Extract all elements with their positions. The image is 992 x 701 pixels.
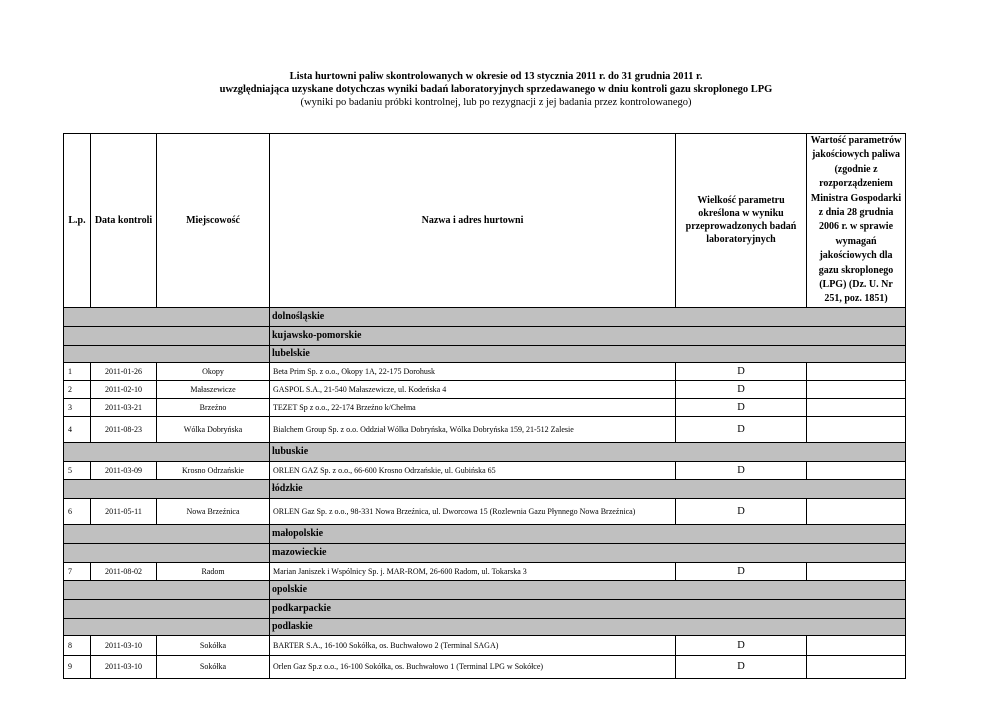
region-label: opolskie [270, 580, 906, 599]
header-result: Wielkość parametru określona w wyniku przeprowadzonych badań laboratoryjnych [676, 134, 807, 308]
region-label: podkarpackie [270, 599, 906, 618]
region-row [64, 599, 906, 618]
cell-norm [807, 461, 906, 479]
cell-result: D [676, 416, 807, 442]
table-row [64, 635, 906, 655]
cell-city: Nowa Brzeźnica [157, 498, 270, 524]
cell-name: Orlen Gaz Sp.z o.o., 16-100 Sokółka, os. Buchwałowo 1 (Terminal LPG w Sokółce) [270, 655, 676, 678]
cell-city: Sokółka [157, 655, 270, 678]
cell-lp: 9 [64, 655, 91, 678]
cell-city: Brzeźno [157, 398, 270, 416]
region-label: kujawsko-pomorskie [270, 326, 906, 345]
header-date: Data kontroli [91, 134, 157, 308]
cell-date: 2011-03-09 [91, 461, 157, 479]
cell-city: Sokółka [157, 635, 270, 655]
header-city: Miejscowość [157, 134, 270, 308]
cell-lp: 1 [64, 362, 91, 380]
cell-norm [807, 655, 906, 678]
cell-name: TEZET Sp z o.o., 22-174 Brzeźno k/Chełma [270, 398, 676, 416]
cell-result: D [676, 398, 807, 416]
table-row [64, 398, 906, 416]
cell-result: D [676, 362, 807, 380]
document-title: Lista hurtowni paliw skontrolowanych w okresie od 13 stycznia 2011 r. do 31 grudnia 2011 r. [289, 71, 703, 82]
cell-city: Krosno Odrzańskie [157, 461, 270, 479]
cell-norm [807, 380, 906, 398]
inspection-table [63, 133, 906, 679]
cell-date: 2011-08-23 [91, 416, 157, 442]
table-row [64, 655, 906, 678]
header-name: Nazwa i adres hurtowni [270, 134, 676, 308]
region-row [64, 442, 906, 461]
cell-city: Wólka Dobryńska [157, 416, 270, 442]
cell-result: D [676, 635, 807, 655]
cell-date: 2011-05-11 [91, 498, 157, 524]
region-row [64, 345, 906, 362]
cell-lp: 3 [64, 398, 91, 416]
cell-result: D [676, 461, 807, 479]
region-label: łódzkie [270, 479, 906, 498]
cell-lp: 6 [64, 498, 91, 524]
cell-result: D [676, 562, 807, 580]
cell-date: 2011-01-26 [91, 362, 157, 380]
cell-norm [807, 416, 906, 442]
cell-result: D [676, 655, 807, 678]
cell-name: Marian Janiszek i Wspólnicy Sp. j. MAR-ROM, 26-600 Radom, ul. Tokarska 3 [270, 562, 676, 580]
region-label: lubelskie [270, 345, 906, 362]
region-row [64, 524, 906, 543]
cell-name: ORLEN GAZ Sp. z o.o., 66-600 Krosno Odrzańskie, ul. Gubińska 65 [270, 461, 676, 479]
region-label: podlaskie [270, 618, 906, 635]
header-lp: L.p. [64, 134, 91, 308]
table-row [64, 362, 906, 380]
region-label: małopolskie [270, 524, 906, 543]
region-row [64, 543, 906, 562]
region-row [64, 618, 906, 635]
cell-date: 2011-03-21 [91, 398, 157, 416]
cell-norm [807, 398, 906, 416]
cell-date: 2011-03-10 [91, 655, 157, 678]
table-row [64, 416, 906, 442]
region-label: dolnośląskie [270, 307, 906, 326]
cell-name: BARTER S.A., 16-100 Sokółka, os. Buchwałowo 2 (Terminal SAGA) [270, 635, 676, 655]
region-row [64, 479, 906, 498]
table-row [64, 380, 906, 398]
header-norm: Wartość parametrów jakościowych paliwa (zgodnie z rozporządzeniem Ministra Gospodarki z dnia 28 grudnia 2006 r. w sprawie wymagań jakościowych dla gazu skroplonego (LPG) (Dz. U. Nr 251, poz. 1851) [807, 134, 906, 308]
cell-result: D [676, 498, 807, 524]
region-label: lubuskie [270, 442, 906, 461]
cell-norm [807, 562, 906, 580]
cell-norm [807, 498, 906, 524]
cell-lp: 8 [64, 635, 91, 655]
cell-name: Bialchem Group Sp. z o.o. Oddział Wólka Dobryńska, Wólka Dobryńska 159, 21-512 Zalesie [270, 416, 676, 442]
cell-result: D [676, 380, 807, 398]
cell-name: Beta Prim Sp. z o.o., Okopy 1A, 22-175 Dorohusk [270, 362, 676, 380]
table-row [64, 562, 906, 580]
region-row [64, 326, 906, 345]
cell-name: ORLEN Gaz Sp. z o.o., 98-331 Nowa Brzeźnica, ul. Dworcowa 15 (Rozlewnia Gazu Płynnego Nowa Brzeźnica) [270, 498, 676, 524]
cell-date: 2011-08-02 [91, 562, 157, 580]
region-row [64, 307, 906, 326]
cell-date: 2011-03-10 [91, 635, 157, 655]
cell-norm [807, 362, 906, 380]
document-note: (wyniki po badaniu próbki kontrolnej, lub po rezygnacji z jej badania przez kontrolowanego) [300, 97, 692, 108]
region-row [64, 580, 906, 599]
table-row [64, 461, 906, 479]
cell-lp: 4 [64, 416, 91, 442]
table-header-row [64, 134, 906, 308]
cell-lp: 5 [64, 461, 91, 479]
cell-city: Okopy [157, 362, 270, 380]
cell-city: Radom [157, 562, 270, 580]
region-label: mazowieckie [270, 543, 906, 562]
document-subtitle: uwzględniająca uzyskane dotychczas wyniki badań laboratoryjnych sprzedawanego w dniu kontroli gazu skroplonego LPG [219, 84, 773, 95]
cell-city: Małaszewicze [157, 380, 270, 398]
cell-lp: 2 [64, 380, 91, 398]
cell-norm [807, 635, 906, 655]
cell-name: GASPOL S.A., 21-540 Małaszewicze, ul. Kodeńska 4 [270, 380, 676, 398]
table-row [64, 498, 906, 524]
cell-date: 2011-02-10 [91, 380, 157, 398]
cell-lp: 7 [64, 562, 91, 580]
